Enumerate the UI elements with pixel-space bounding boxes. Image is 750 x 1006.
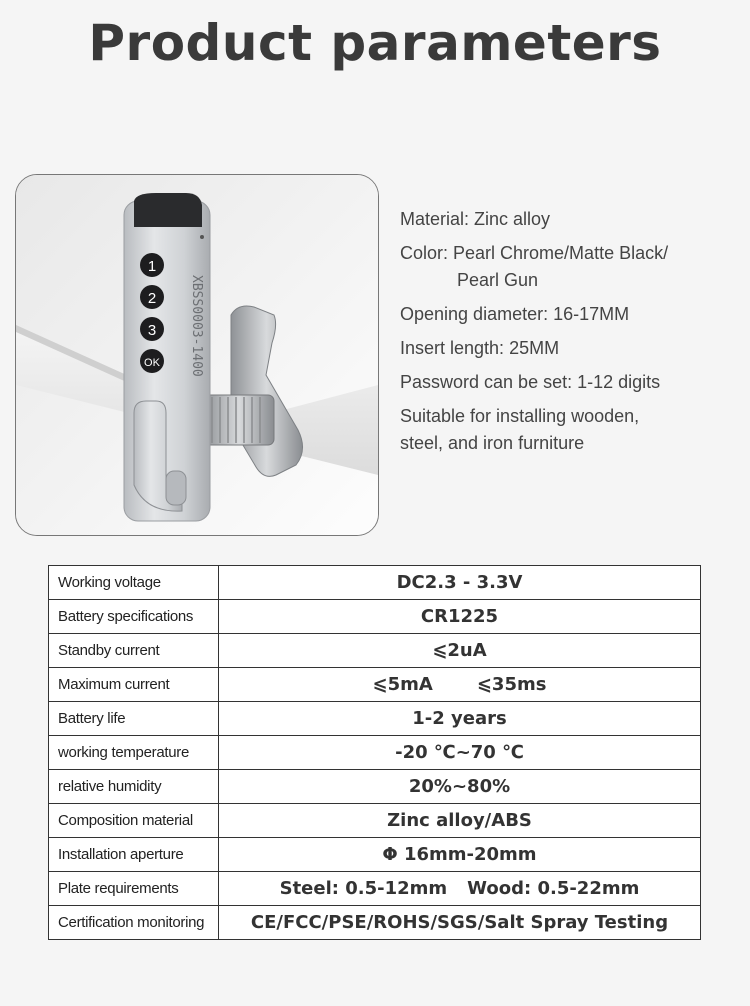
row-label: Plate requirements (49, 872, 219, 906)
keypad-key-2: 2 (147, 290, 157, 307)
keypad-key-ok: OK (144, 357, 160, 369)
table-row (49, 600, 701, 634)
spec-opening-diameter: Opening diameter: 16-17MM (400, 304, 630, 324)
spec-color: Color: Pearl Chrome/Matte Black/ Pearl Gun (400, 243, 669, 290)
row-value: 1-2 years (219, 702, 701, 736)
max-current-duration: ⩽35ms (476, 674, 547, 695)
row-value: 20%~80% (219, 770, 701, 804)
table-row (49, 702, 701, 736)
row-value: Φ 16mm-20mm (219, 838, 701, 872)
combination-lock-illustration (16, 175, 378, 535)
spec-material: Material: Zinc alloy (400, 209, 551, 229)
row-value: -20 ℃~70 ℃ (219, 736, 701, 770)
page-title: Product parameters (88, 14, 662, 72)
row-value: Zinc alloy/ABS (219, 804, 701, 838)
max-current-value: ⩽5mA (372, 674, 433, 695)
row-label: Standby current (49, 634, 219, 668)
row-label: Maximum current (49, 668, 219, 702)
table-row (49, 838, 701, 872)
spec-insert-length: Insert length: 25MM (400, 338, 560, 358)
spec-password-digits: Password can be set: 1-12 digits (400, 372, 661, 392)
table-row (49, 906, 701, 940)
row-label: working temperature (49, 736, 219, 770)
table-row (49, 804, 701, 838)
plate-wood-value: Wood: 0.5-22mm (467, 878, 640, 899)
row-value: CR1225 (219, 600, 701, 634)
row-value (219, 872, 701, 906)
row-label: relative humidity (49, 770, 219, 804)
product-photo (15, 174, 379, 536)
keypad-key-1: 1 (147, 258, 157, 275)
row-label: Certification monitoring (49, 906, 219, 940)
table-row (49, 566, 701, 600)
table-row (49, 668, 701, 702)
row-value (219, 668, 701, 702)
row-label: Working voltage (49, 566, 219, 600)
lock-engraving: XBSS0003-1400 (189, 275, 204, 377)
table-row (49, 634, 701, 668)
row-label: Battery life (49, 702, 219, 736)
plate-steel-value: Steel: 0.5-12mm (279, 878, 448, 899)
parameters-table (48, 565, 701, 940)
table-row (49, 770, 701, 804)
row-value: ⩽2uA (219, 634, 701, 668)
row-label: Composition material (49, 804, 219, 838)
spec-list (400, 206, 740, 464)
row-value: DC2.3 - 3.3V (219, 566, 701, 600)
row-label: Installation aperture (49, 838, 219, 872)
keypad-key-3: 3 (147, 322, 157, 339)
table-row (49, 736, 701, 770)
table-row (49, 872, 701, 906)
row-value: CE/FCC/PSE/ROHS/SGS/Salt Spray Testing (219, 906, 701, 940)
spec-suitable-furniture: Suitable for installing wooden, steel, and iron furniture (400, 406, 640, 453)
row-label: Battery specifications (49, 600, 219, 634)
